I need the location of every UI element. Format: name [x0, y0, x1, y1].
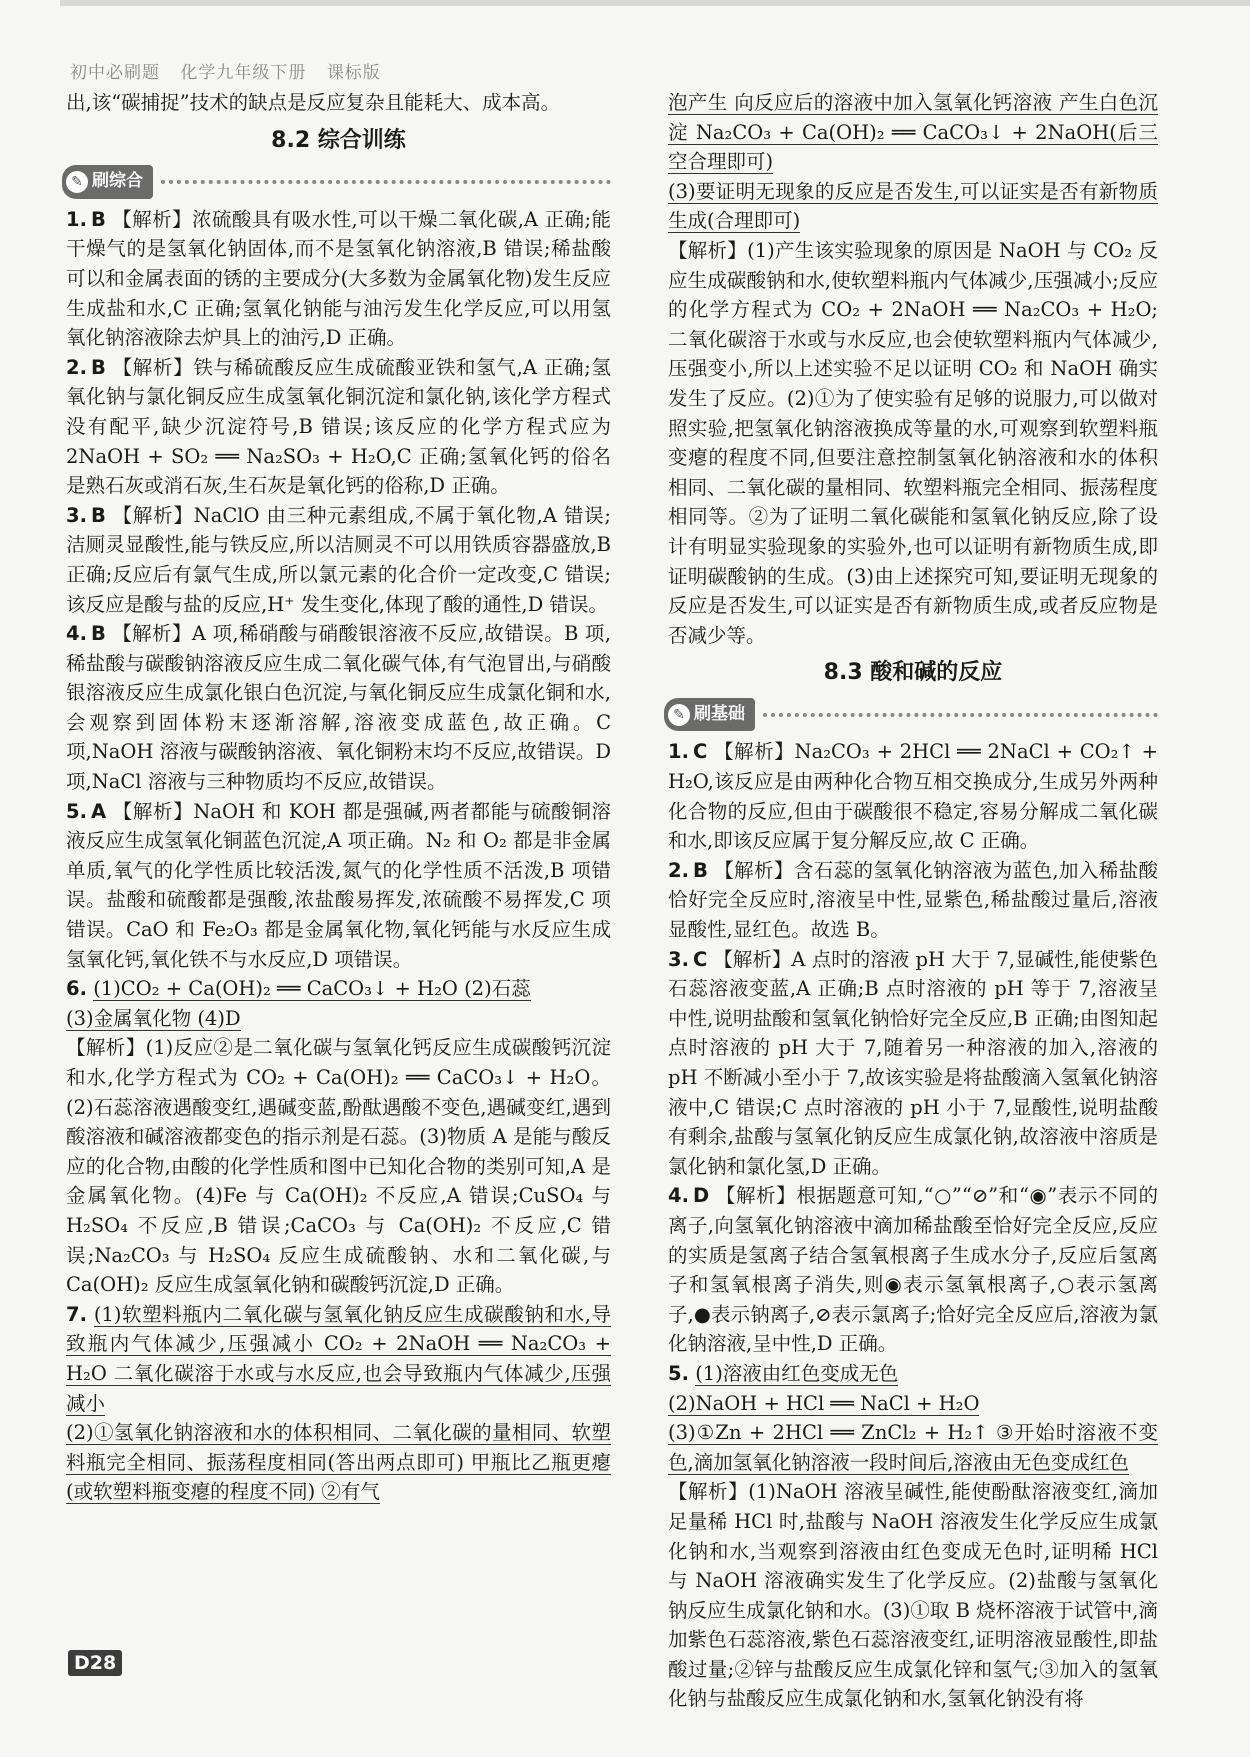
- answer-item: [668, 1181, 1158, 1359]
- answer-item: [66, 353, 611, 501]
- q6-analysis: 【解析】(1)反应②是二氧化碳与氢氧化钙反应生成碳酸钙沉淀和水,化学方程式为 CO₂ + Ca(OH)₂ ══ CaCO₃↓ + H₂O。(2)石蕊溶液遇酸变红,遇碱变蓝,酚酞遇酸不变色,遇碱变红,遇到酸溶液和碱溶液都变色的指示剂是石蕊。(3)物质 A 是能与酸反应的化合物,由酸的化学性质和图中已知化合物的类别可知,A 是金属氧化物。(4)Fe 与 Ca(OH)₂ 不反应,A 错误;CuSO₄ 与 H₂SO₄ 不反应,B 错误;CaCO₃ 与 Ca(OH)₂ 不反应,C 错误;Na₂CO₃ 与 H₂SO₄ 反应生成硫酸钠、水和二氧化碳,与 Ca(OH)₂ 反应生成氢氧化钠和碳酸钙沉淀,D 正确。: [66, 1036, 611, 1297]
- item-text: 【解析】A 项,稀硝酸与硝酸银溶液不反应,故错误。B 项,稀盐酸与碳酸钠溶液反应生成二氧化碳气体,有气泡冒出,与硝酸银溶液反应生成氯化银白色沉淀,与氧化铜反应生成氯化铜和水,会观察到固体粉末逐渐溶解,溶液变成蓝色,故正确。C 项,NaOH 溶液与碳酸钠溶液、氧化铜粉末均不反应,故错误。D 项,NaCl 溶液与三种物质均不反应,故错误。: [66, 622, 611, 794]
- item-text: 【解析】铁与稀硫酸反应生成硫酸亚铁和氢气,A 正确;氢氧化钠与氯化铜反应生成氢氧化铜沉淀和氯化钠,该化学方程式没有配平,缺少沉淀符号,B 错误;该反应的化学方程式应为 2NaOH + SO₂ ══ Na₂SO₃ + H₂O,C 正确;氢氧化钙的俗名是熟石灰或消石灰,生石灰是氧化钙的俗称,D 正确。: [66, 355, 611, 498]
- answer-item: [668, 945, 1158, 1182]
- q7-answer-row-2: [66, 1418, 611, 1507]
- item-number: 3.: [668, 947, 689, 971]
- dotted-rule: [763, 713, 1158, 717]
- q6-answer-line-2: (3)金属氧化物 (4)D: [66, 1006, 241, 1030]
- badge-basics: [664, 698, 755, 732]
- item-text: 【解析】含石蕊的氢氧化钠溶液为蓝色,加入稀盐酸恰好完全反应时,溶液呈中性,显紫色,稀盐酸过量后,溶液显酸性,显红色。故选 B。: [668, 858, 1158, 942]
- q5-answer-2: (2)NaOH + HCl ══ NaCl + H₂O: [668, 1391, 980, 1415]
- item-number: 3.: [66, 503, 87, 527]
- section-title-8-2: 8.2 综合训练: [271, 127, 406, 153]
- item-number: 2.: [66, 355, 87, 379]
- item-text: 【解析】Na₂CO₃ + 2HCl ══ 2NaCl + CO₂↑ + H₂O,该反应是由两种化合物互相交换成分,生成另外两种化合物的反应,但由于碳酸很不稳定,容易分解成二氧化碳和水,即该反应属于复分解反应,故 C 正确。: [668, 740, 1158, 853]
- item-number: 6.: [66, 977, 87, 1001]
- running-header: [70, 58, 395, 83]
- item-number: 4.: [668, 1184, 689, 1208]
- item-text: 【解析】根据题意可知,“○”“⊘”和“◉”表示不同的离子,向氢氧化钠溶液中滴加稀盐酸至恰好完全反应,反应的实质是氢离子结合氢氧根离子生成水分子,反应后氢离子和氢氧根离子消失,则◉表示氢氧根离子,○表示氢离子,●表示钠离子,⊘表示氯离子;恰好完全反应后,溶液为氯化钠溶液,呈中性,D 正确。: [668, 1184, 1158, 1356]
- item-answer: B: [90, 355, 106, 379]
- q5-row-3: [668, 1418, 1158, 1477]
- q7-answer-part-3: (3)要证明无现象的反应是否发生,可以证实是否有新物质生成(合理即可): [668, 179, 1158, 233]
- item-number: 5.: [668, 1361, 689, 1385]
- answer-item: [66, 205, 611, 353]
- q6-answer-row-2: [66, 1004, 611, 1034]
- item-answer: B: [90, 622, 106, 646]
- item-number: 1.: [66, 207, 87, 231]
- item-answer: B: [90, 207, 106, 231]
- q7-continuation: [668, 88, 1158, 177]
- q5-answer-1: (1)溶液由红色变成无色: [695, 1361, 899, 1385]
- item-answer: D: [692, 1184, 710, 1208]
- section-title-8-3: 8.3 酸和碱的反应: [823, 660, 1003, 686]
- answer-item-5: [668, 1359, 1158, 1389]
- item-number: 4.: [66, 622, 87, 646]
- badge-comprehensive: [62, 165, 153, 199]
- q7-answer-part-2: (2)①氢氧化钠溶液和水的体积相同、二氧化碳的量相同、软塑料瓶完全相同、振荡程度相同(答出两点即可) 甲瓶比乙瓶更瘪(或软塑料瓶变瘪的程度不同) ②有气: [66, 1421, 611, 1504]
- answer-item-7: [66, 1300, 611, 1418]
- page-number: D28: [68, 1650, 122, 1676]
- answer-item: [668, 737, 1158, 855]
- item-text: 【解析】NaClO 由三种元素组成,不属于氧化物,A 错误;洁厕灵显酸性,能与铁反应,所以洁厕灵不可以用铁质容器盛放,B 正确;反应后有氯气生成,所以氯元素的化合价一定改变,C 错误;该反应是酸与盐的反应,H⁺ 发生变化,体现了酸的通性,D 错误。: [66, 503, 611, 616]
- answer-item: [66, 797, 611, 975]
- q5-row-2: [668, 1389, 1158, 1419]
- q7-answer-part-1: (1)软塑料瓶内二氧化碳与氢氧化钠反应生成碳酸钠和水,导致瓶内气体减少,压强减小 CO₂ + 2NaOH ══ Na₂CO₃ + H₂O 二氧化碳溶于水或与水反应,也会导致瓶内气体减少,压强减小: [66, 1302, 612, 1415]
- answer-item: [668, 856, 1158, 945]
- item-answer: A: [90, 799, 107, 823]
- item-text: 【解析】浓硫酸具有吸水性,可以干燥二氧化碳,A 正确;能干燥气的是氢氧化钠固体,而不是氢氧化钠溶液,B 错误;稀盐酸可以和金属表面的锈的主要成分(大多数为金属氧化物)发生反应生成盐和水,C 正确;氢氧化钠能与油污发生化学反应,可以用氢氧化钠溶液除去炉具上的油污,D 正确。: [66, 207, 611, 350]
- badge-label: 刷综合: [92, 171, 143, 192]
- item-answer: C: [692, 740, 708, 764]
- dotted-rule: [161, 180, 611, 184]
- item-number: 5.: [66, 799, 87, 823]
- header-subject: 化学九年级下册: [180, 63, 307, 83]
- badge-label: 刷基础: [694, 703, 745, 724]
- answer-item: [66, 501, 611, 619]
- header-book: 初中必刷题: [70, 63, 160, 83]
- banner-comprehensive: [62, 165, 611, 199]
- brush-icon: ✎: [668, 704, 690, 726]
- answer-item: [66, 619, 611, 797]
- item-text: 【解析】A 点时的溶液 pH 大于 7,显碱性,能使紫色石蕊溶液变蓝,A 正确;B 点时溶液的 pH 等于 7,溶液呈中性,说明盐酸和氢氧化钠恰好完全反应,B 正确;由图知起点时溶液的 pH 大于 7,随着另一种溶液的加入,溶液的 pH 不断减小至小于 7,故该实验是将盐酸滴入氢氧化钠溶液中,C 错误;C 点时溶液的 pH 小于 7,显酸性,说明盐酸有剩余,盐酸与氢氧化钠反应生成氯化钠,故溶液中溶质是氯化钠和氯化氢,D 正确。: [668, 947, 1158, 1178]
- banner-basics: [664, 698, 1158, 732]
- header-edition: 课标版: [326, 63, 381, 83]
- item-answer: B: [90, 503, 106, 527]
- brush-icon: ✎: [66, 171, 88, 193]
- right-column: [668, 88, 1158, 1714]
- item-answer: C: [692, 947, 708, 971]
- item-answer: B: [692, 858, 708, 882]
- item-number: 2.: [668, 858, 689, 882]
- top-edge: [60, 0, 1250, 6]
- q7-part-3-row: [668, 177, 1158, 236]
- q7-analysis: 【解析】(1)产生该实验现象的原因是 NaOH 与 CO₂ 反应生成碳酸钠和水,使软塑料瓶内气体减少,压强减小;反应的化学方程式为 CO₂ + 2NaOH ══ Na₂CO₃ + H₂O;二氧化碳溶于水或与水反应,也会使软塑料瓶内气体减少,压强变小,所以上述实验不足以证明 CO₂ 和 NaOH 确实发生了反应。(2)①为了使实验有足够的说服力,可以做对照实验,把氢氧化钠溶液换成等量的水,可观察到软塑料瓶变瘪的程度不同,但要注意控制氢氧化钠溶液和水的体积相同、二氧化碳的量相同、软塑料瓶完全相同、振荡程度相同等。②为了证明二氧化碳能和氢氧化钠反应,除了设计有明显实验现象的实验外,也可以证明有新物质生成,即证明碳酸钠的生成。(3)由上述探究可知,要证明无现象的反应是否发生,可以证实是否有新物质生成,或者反应物是否减少等。: [668, 238, 1158, 647]
- item-number: 7.: [66, 1302, 87, 1326]
- item-text: 【解析】NaOH 和 KOH 都是强碱,两者都能与硫酸铜溶液反应生成氢氧化铜蓝色沉淀,A 项正确。N₂ 和 O₂ 都是非金属单质,氧气的化学性质比较活泼,氮气的化学性质不活泼,B 项错误。盐酸和硫酸都是强酸,浓盐酸易挥发,浓硫酸不易挥发,C 项错误。CaO 和 Fe₂O₃ 都是金属氧化物,氧化钙能与水反应生成氢氧化钙,氧化铁不与水反应,D 项错误。: [66, 799, 611, 971]
- q7-answer-continued: 泡产生 向反应后的溶液中加入氢氧化钙溶液 产生白色沉淀 Na₂CO₃ + Ca(OH)₂ ══ CaCO₃↓ + 2NaOH(后三空合理即可): [668, 91, 1158, 174]
- q5-answer-3: (3)①Zn + 2HCl ══ ZnCl₂ + H₂↑ ③开始时溶液不变色,滴加氢氧化钠溶液一段时间后,溶液由无色变成红色: [668, 1421, 1158, 1474]
- answer-item-6: [66, 974, 611, 1004]
- intro-text: 出,该“碳捕捉”技术的缺点是反应复杂且能耗大、成本高。: [66, 91, 561, 114]
- q6-answer-line-1: (1)CO₂ + Ca(OH)₂ ══ CaCO₃↓ + H₂O (2)石蕊: [93, 977, 531, 1001]
- item-number: 1.: [668, 740, 689, 764]
- q5-analysis: 【解析】(1)NaOH 溶液呈碱性,能使酚酞溶液变红,滴加足量稀 HCl 时,盐酸与 NaOH 溶液发生化学反应生成氯化钠和水,当观察到溶液由红色变成无色时,证明稀 HCl 与 NaOH 溶液确实发生了化学反应。(2)盐酸与氢氧化钠反应生成氯化钠和水。(3)①取 B 烧杯溶液于试管中,滴加紫色石蕊溶液,紫色石蕊溶液变红,证明溶液显酸性,即盐酸过量;②锌与盐酸反应生成氯化锌和氢气;③加入的氢氧化钠与盐酸反应生成氯化钠和水,氢氧化钠没有将: [668, 1480, 1158, 1711]
- left-column: [66, 88, 611, 1507]
